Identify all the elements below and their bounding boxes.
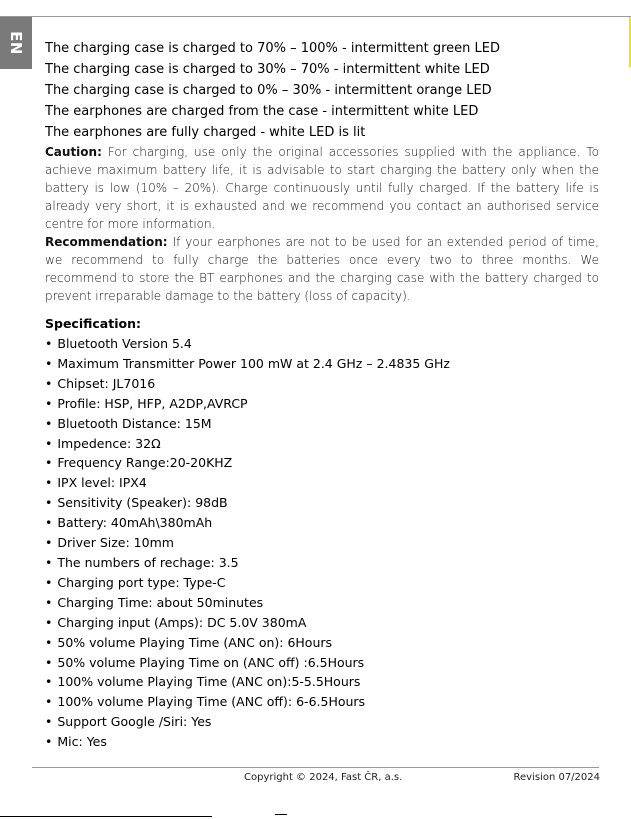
footer-revision: Revision 07/2024	[513, 772, 600, 783]
spec-item: • Battery: 40mAh\380mAh	[45, 513, 599, 533]
footer-copyright: Copyright © 2024, Fast ČR, a.s.	[244, 772, 403, 783]
caution-paragraph	[45, 143, 599, 233]
led-state-line: The charging case is charged to 70% – 100% - intermittent green LED	[45, 41, 501, 56]
spec-item: • Driver Size: 10mm	[45, 533, 599, 553]
recommendation-text: If your earphones are not to be used for an extended period of time, we recommend to fully charge the batteries once every two to three months. We recommend to store the BT earphones and the charging case with the battery charged to prevent irreparable damage to the battery (loss of capacity).	[45, 235, 599, 303]
footer-rule	[32, 767, 599, 768]
led-state-line: The charging case is charged to 30% – 70% - intermittent white LED	[45, 62, 490, 77]
spec-item: • Charging Time: about 50minutes	[45, 593, 599, 613]
spec-item: • Sensitivity (Speaker): 98dB	[45, 493, 599, 513]
recommendation-paragraph	[45, 233, 599, 305]
spec-item: • IPX level: IPX4	[45, 473, 599, 493]
top-rule	[0, 16, 631, 17]
spec-item: • 100% volume Playing Time (ANC on):5-5.5Hours	[45, 672, 599, 692]
led-state-line: The charging case is charged to 0% – 30% - intermittent orange LED	[45, 83, 492, 98]
spec-item: • 50% volume Playing Time (ANC on): 6Hours	[45, 633, 599, 653]
recommendation-label: Recommendation:	[45, 235, 168, 249]
spec-item: • Impedence: 32Ω	[45, 434, 599, 454]
spec-item: • 50% volume Playing Time on (ANC off) :6.5Hours	[45, 653, 599, 673]
led-state-line: The earphones are fully charged - white LED is lit	[45, 125, 366, 140]
spec-item: • Support Google /Siri: Yes	[45, 712, 599, 732]
spec-item: • Chipset: JL7016	[45, 374, 599, 394]
spec-item: • Mic: Yes	[45, 732, 599, 752]
caution-text: For charging, use only the original accessories supplied with the appliance. To achieve maximum battery life, it is advisable to start charging the battery only when the battery is low (10% – 20%). Charge continuously until fully charged. If the battery life is already very short, it is exhausted and we recommend you contact an authorised service centre for more information.	[45, 145, 599, 231]
led-states	[45, 38, 599, 143]
spec-item: • 100% volume Playing Time (ANC off): 6-6.5Hours	[45, 692, 599, 712]
manual-content	[45, 38, 599, 752]
spec-item: • Frequency Range:20-20KHZ	[45, 453, 599, 473]
spec-item: • Charging port type: Type-C	[45, 573, 599, 593]
caution-label: Caution:	[45, 145, 102, 159]
language-tab	[0, 17, 32, 69]
specification-heading: Specification:	[45, 316, 141, 331]
spec-item: • Charging input (Amps): DC 5.0V 380mA	[45, 613, 599, 633]
specification-list	[45, 334, 599, 752]
led-state-line: The earphones are charged from the case - intermittent white LED	[45, 104, 479, 119]
spec-item: • Profile: HSP, HFP, A2DP,AVRCP	[45, 394, 599, 414]
spec-item: • The numbers of rechage: 3.5	[45, 553, 599, 573]
bottom-mark	[275, 814, 287, 815]
spec-item: • Maximum Transmitter Power 100 mW at 2.4 GHz – 2.4835 GHz	[45, 354, 599, 374]
spec-item: • Bluetooth Version 5.4	[45, 334, 599, 354]
language-tab-label: EN	[7, 31, 25, 55]
spec-item: • Bluetooth Distance: 15M	[45, 414, 599, 434]
bottom-rule	[0, 816, 212, 817]
